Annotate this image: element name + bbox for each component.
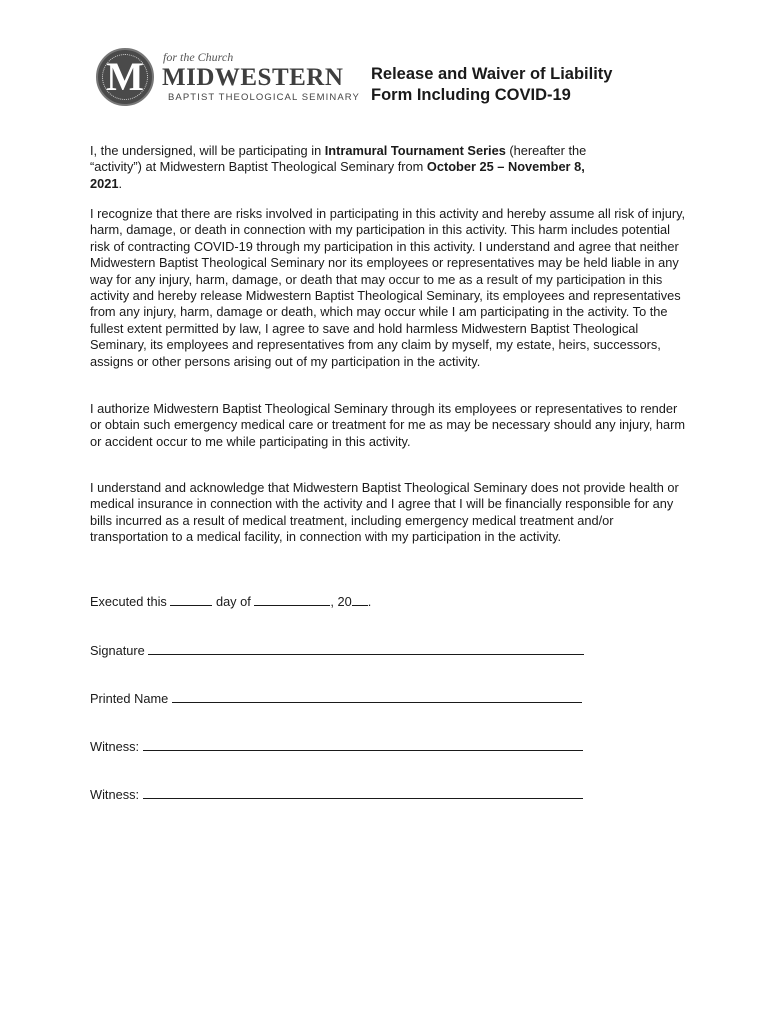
seal-icon [96,48,154,106]
logo-wordmark: MIDWESTERN [162,64,344,91]
executed-month-blank[interactable] [254,593,330,606]
intro-paragraph [90,143,590,192]
witness-1-label: Witness: [90,739,140,754]
witness-2-blank[interactable] [143,786,583,799]
seal-letter: M [106,54,144,99]
seminary-logo [96,48,360,108]
intro-text-3: . [118,175,123,191]
executed-suffix: . [367,594,372,609]
event-name: Intramural Tournament Series [324,143,506,158]
logo-subname: BAPTIST THEOLOGICAL SEMINARY [168,92,360,103]
event-dates: October 25 – November 8, 2021 [90,159,585,191]
signature-row [90,642,584,658]
logo-tagline: for the Church [163,50,234,64]
executed-line [90,593,371,609]
executed-prefix: Executed this [90,594,167,609]
executed-day-of: day of [215,594,251,609]
executed-year-prefix: , 20 [330,594,352,609]
intro-text-2: (hereafter the “activity”) at Midwestern Baptist Theological Seminary from [90,143,587,175]
witness-1-blank[interactable] [143,738,583,751]
risk-paragraph: I recognize that there are risks involved in participating in this activity and hereby assume all risk of injury, harm, damage, or death in connection with my participation in this activity. This harm includes potential risk of contracting COVID-19 through my participation in this activity. I understand and agree that neither Midwestern Baptist Theological Seminary nor its employees or representatives may be held liable in any way for any injury, harm, damage, or death that may occur to me as a result of my participation in this activity and hereby release Midwestern Baptist Theological Seminary, its employees and representatives from any injury, harm, damage or death, which may occur while I am participating in the activity. To the fullest extent permitted by law, I agree to save and hold harmless Midwestern Baptist Theological Seminary, its employees and representatives from any claim by myself, my estate, heirs, successors, assigns or other persons arising out of my participation in the activity. [90,206,686,369]
witness-1-row [90,738,583,754]
signature-blank[interactable] [148,642,584,655]
witness-2-row [90,786,583,802]
title-line-1: Release and Waiver of Liability [371,65,613,83]
title-line-2: Form Including COVID-19 [371,86,571,104]
intro-text-1: I, the undersigned, will be participating in [90,143,325,158]
printed-name-blank[interactable] [172,690,582,703]
signature-label: Signature [90,643,145,658]
printed-name-row [90,690,582,706]
medical-authorization-paragraph: I authorize Midwestern Baptist Theological Seminary through its employees or representatives to render or obtain such emergency medical care or treatment for me as may be necessary should any injury, harm or accident occur to me while participating in this activity. [90,401,686,449]
form-title [371,64,612,106]
witness-2-label: Witness: [90,787,140,802]
insurance-paragraph: I understand and acknowledge that Midwestern Baptist Theological Seminary does not provide health or medical insurance in connection with the activity and I agree that I will be financially responsible for any bills incurred as a result of medical treatment, including emergency medical treatment and/or transportation to a medical facility, in connection with my participation in the activity. [90,480,679,545]
executed-day-blank[interactable] [170,593,212,606]
executed-year-blank[interactable] [352,593,368,606]
printed-name-label: Printed Name [90,691,169,706]
